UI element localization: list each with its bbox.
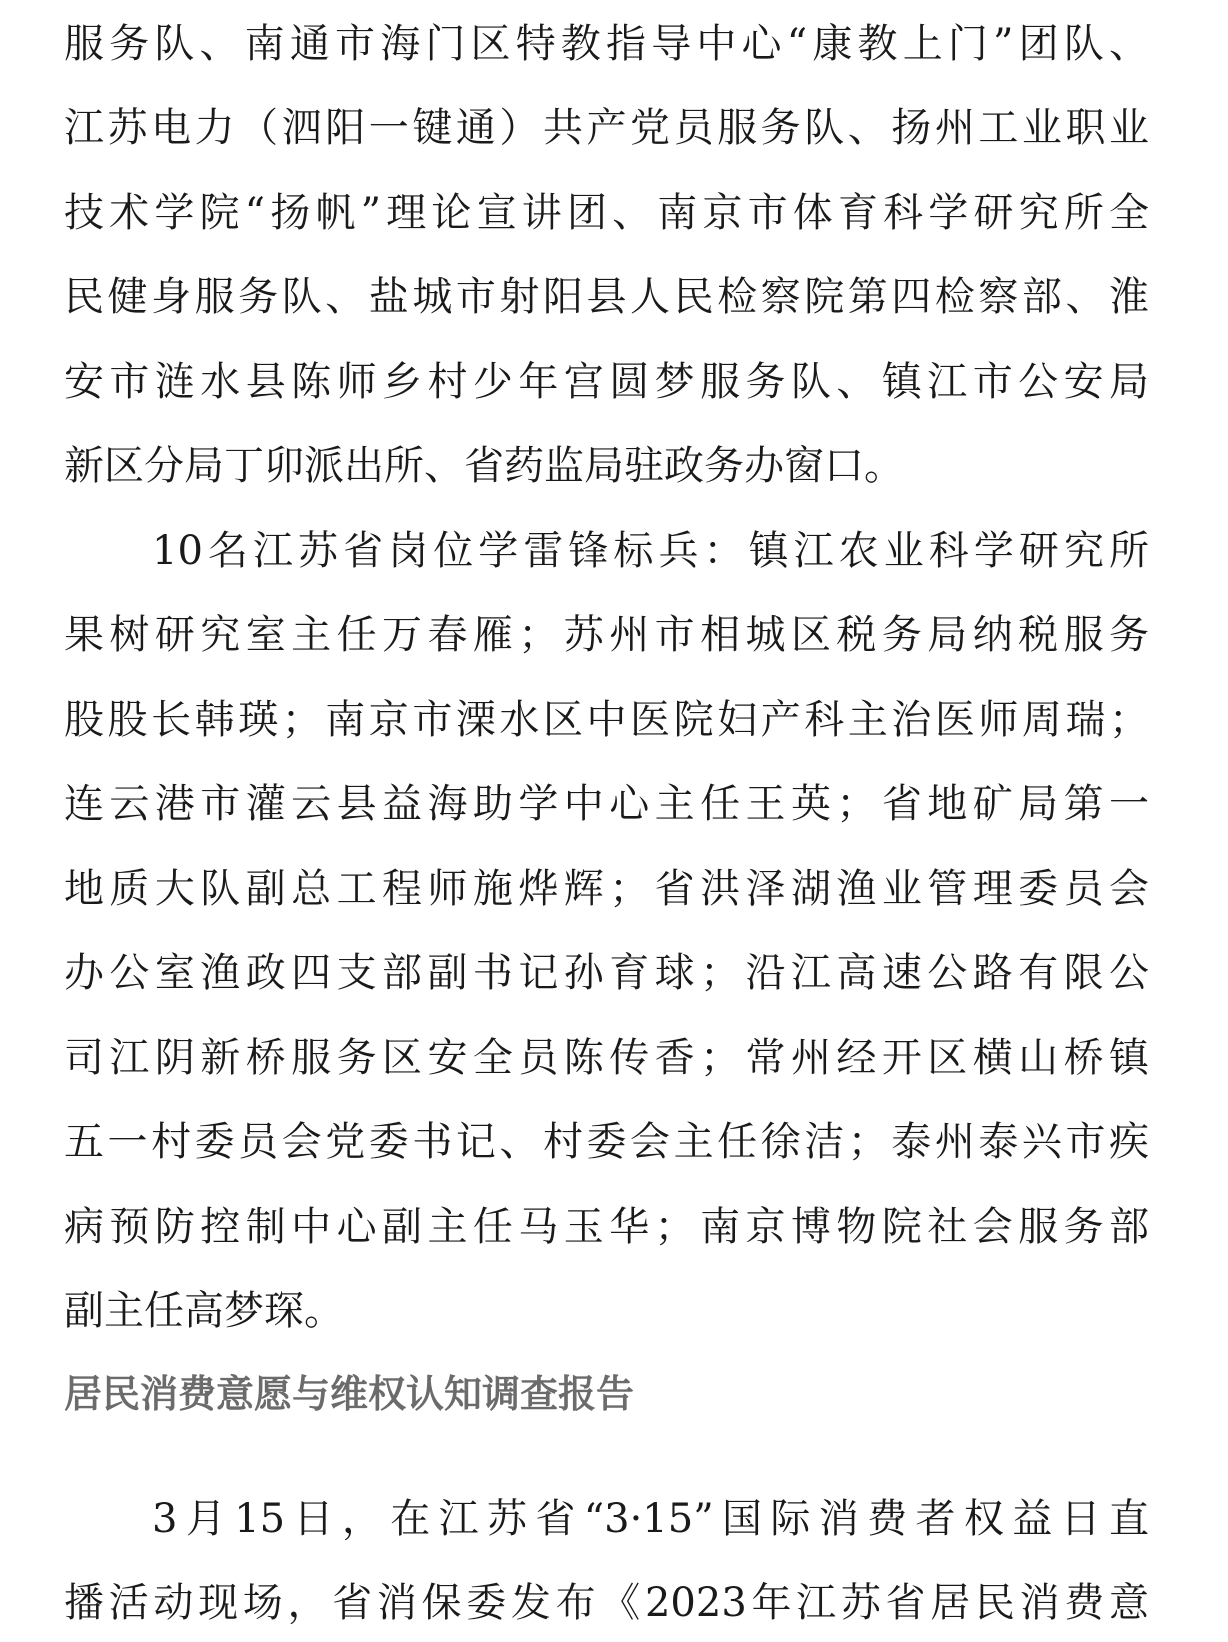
text-line: 播活动现场，省消保委发布《2023年江苏省居民消费意	[64, 1580, 1149, 1626]
text-line: 技术学院“扬帆”理论宣讲团、南京市体育科学研究所全	[64, 190, 1149, 236]
section-heading: 居民消费意愿与维权认知调查报告	[64, 1372, 635, 1416]
text-line: 民健身服务队、盐城市射阳县人民检察院第四检察部、淮	[64, 274, 1149, 320]
text-line: 地质大队副总工程师施烨辉；省洪泽湖渔业管理委员会	[64, 866, 1149, 912]
text-line: 江苏电力（泗阳一键通）共产党员服务队、扬州工业职业	[64, 105, 1149, 151]
text-line: 病预防控制中心副主任马玉华；南京博物院社会服务部	[64, 1204, 1149, 1250]
text-line: 五一村委员会党委书记、村委会主任徐洁；泰州泰兴市疾	[64, 1119, 1149, 1165]
text-line: 10名江苏省岗位学雷锋标兵：镇江农业科学研究所	[152, 528, 1149, 574]
document-page	[64, 0, 1149, 1642]
text-line: 连云港市灌云县益海助学中心主任王英；省地矿局第一	[64, 781, 1149, 827]
text-line: 安市涟水县陈师乡村少年宫圆梦服务队、镇江市公安局	[64, 359, 1149, 405]
text-line: 果树研究室主任万春雁；苏州市相城区税务局纳税服务	[64, 612, 1149, 658]
text-line: 股股长韩瑛；南京市溧水区中医院妇产科主治医师周瑞；	[64, 697, 1149, 743]
text-line: 新区分局丁卯派出所、省药监局驻政务办窗口。	[64, 443, 904, 489]
text-line: 办公室渔政四支部副书记孙育球；沿江高速公路有限公	[64, 950, 1149, 996]
text-line: 副主任高梦琛。	[64, 1288, 344, 1334]
text-line: 服务队、南通市海门区特教指导中心“康教上门”团队、	[64, 21, 1149, 67]
text-line: 3月15日，在江苏省“3·15”国际消费者权益日直	[152, 1496, 1149, 1542]
text-line: 司江阴新桥服务区安全员陈传香；常州经开区横山桥镇	[64, 1035, 1149, 1081]
